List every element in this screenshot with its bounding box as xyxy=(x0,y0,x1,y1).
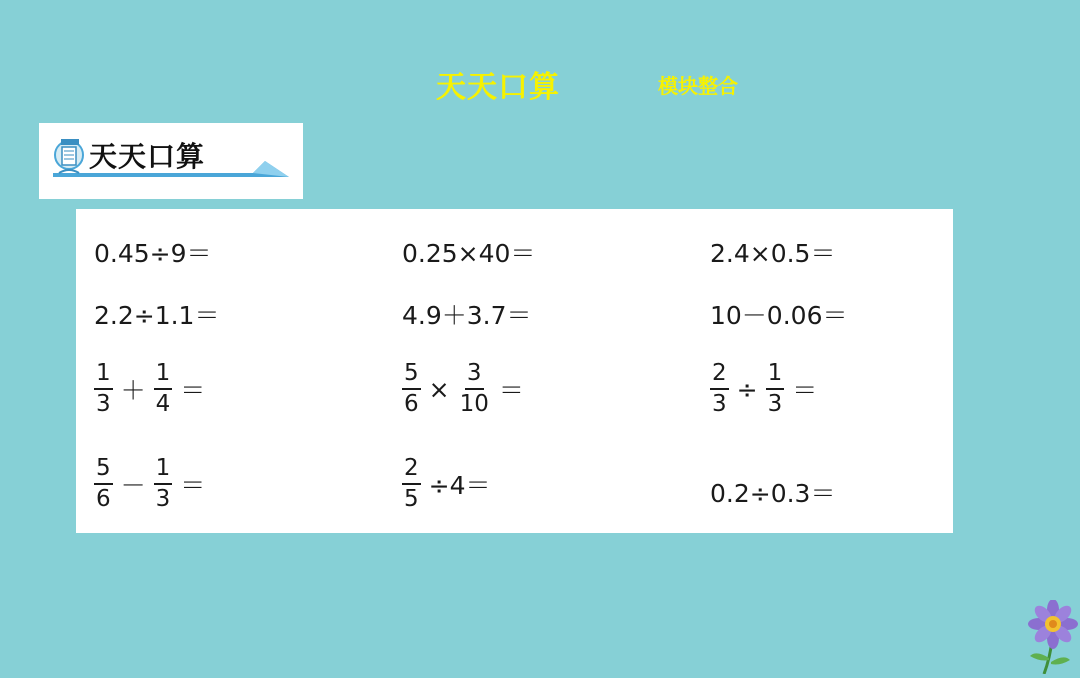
fraction: $\frac{5}{6}$ xyxy=(96,455,111,512)
problem-r4-c3: 0.2÷0.3＝ xyxy=(710,479,836,508)
problem-r4-c1: $\frac{5}{6}$ － $\frac{1}{3}$ ＝ xyxy=(96,455,206,512)
problem-r2-c3: 10－0.06＝ xyxy=(710,301,848,330)
problem-r1-c1: 0.45÷9＝ xyxy=(94,239,212,268)
book-icon xyxy=(53,133,85,177)
page-title: 天天口算 xyxy=(436,70,560,105)
flower-icon xyxy=(1022,600,1080,674)
problem-r3-c1: $\frac{1}{3}$ ＋ $\frac{1}{4}$ ＝ xyxy=(96,360,206,417)
fraction: $\frac{1}{3}$ xyxy=(96,360,111,417)
fraction: $\frac{3}{10}$ xyxy=(459,360,489,417)
problem-r2-c2: 4.9＋3.7＝ xyxy=(402,301,532,330)
problem-r1-c2: 0.25×40＝ xyxy=(402,239,536,268)
problem-r3-c3: $\frac{2}{3}$ ÷ $\frac{1}{3}$ ＝ xyxy=(712,360,818,417)
problem-r1-c3: 2.4×0.5＝ xyxy=(710,239,836,268)
fraction: $\frac{2}{5}$ xyxy=(404,455,419,512)
fraction: $\frac{2}{3}$ xyxy=(712,360,727,417)
problem-r3-c2: $\frac{5}{6}$ × $\frac{3}{10}$ ＝ xyxy=(404,360,524,417)
badge-label: 天天口算 xyxy=(89,140,206,173)
section-badge xyxy=(39,123,303,199)
page-subtitle: 模块整合 xyxy=(658,74,738,98)
problem-r2-c1: 2.2÷1.1＝ xyxy=(94,301,220,330)
fraction: $\frac{5}{6}$ xyxy=(404,360,419,417)
fraction: $\frac{1}{3}$ xyxy=(767,360,783,417)
fraction: $\frac{1}{3}$ xyxy=(155,455,171,512)
problem-r4-c2: $\frac{2}{5}$ ÷4＝ xyxy=(404,455,491,512)
exercise-panel xyxy=(76,209,953,533)
fraction: $\frac{1}{4}$ xyxy=(155,360,171,417)
